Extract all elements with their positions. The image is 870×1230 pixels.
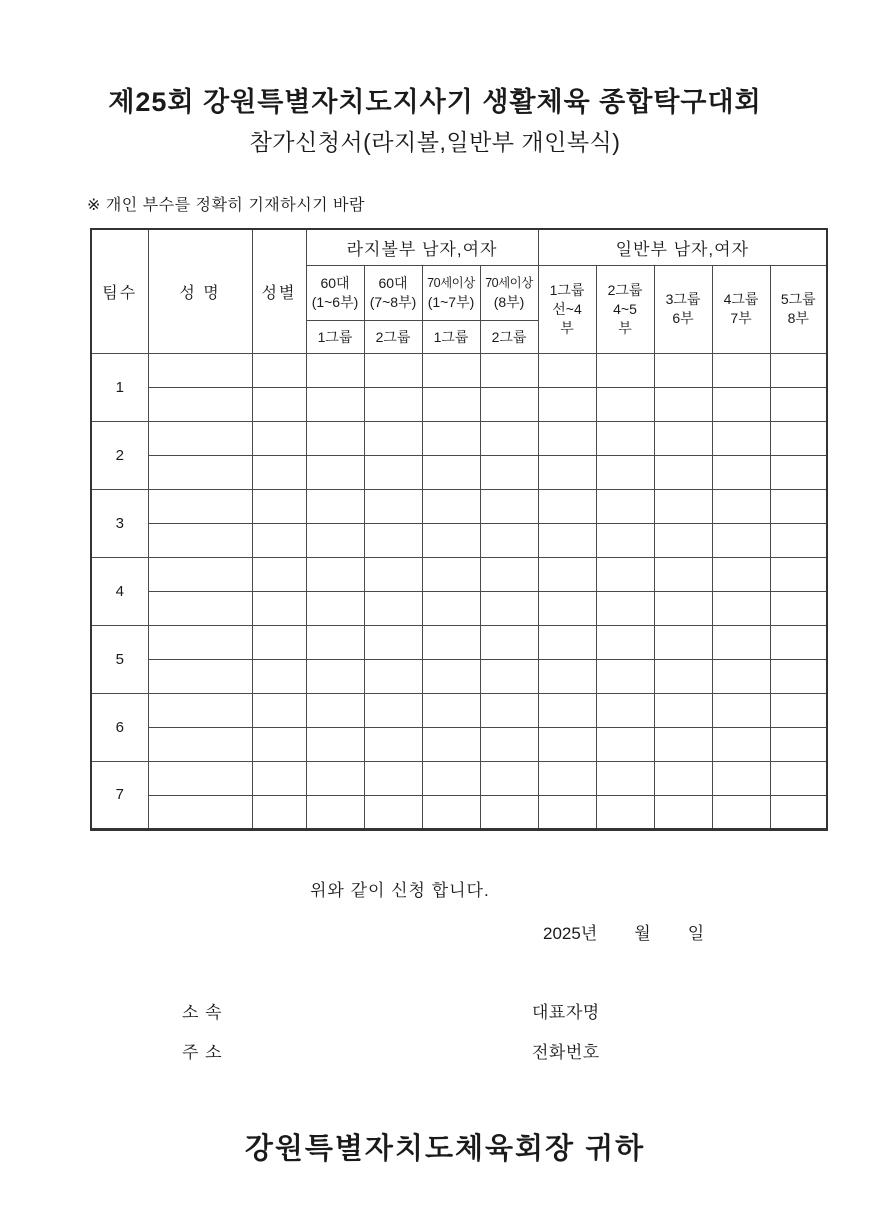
division-entry-cell[interactable]	[596, 557, 654, 591]
col-header-general-group3: 3그룹 6부	[654, 265, 712, 353]
col-header-general-group5: 5그룹 8부	[770, 265, 827, 353]
division-entry-cell[interactable]	[596, 727, 654, 761]
division-entry-cell[interactable]	[306, 421, 364, 455]
division-entry-cell[interactable]	[422, 523, 480, 557]
division-entry-cell[interactable]	[654, 353, 712, 387]
division-entry-cell[interactable]	[770, 421, 827, 455]
division-entry-cell[interactable]	[596, 455, 654, 489]
gender-entry-cell[interactable]	[252, 489, 306, 523]
division-entry-cell[interactable]	[712, 489, 770, 523]
affiliation-label: 소 속	[182, 1003, 223, 1022]
division-entry-cell[interactable]	[364, 795, 422, 829]
division-entry-cell[interactable]	[712, 557, 770, 591]
division-entry-cell[interactable]	[654, 727, 712, 761]
division-entry-cell[interactable]	[422, 557, 480, 591]
recipient-line: 강원특별자치도체육회장 귀하	[244, 1133, 646, 1165]
division-entry-cell[interactable]	[364, 455, 422, 489]
instruction-note: ※ 개인 부수를 정확히 기재하시기 바람	[87, 197, 365, 214]
team-subrow	[91, 455, 827, 489]
col-header-general-group1: 1그룹 선~4 부	[538, 265, 596, 353]
division-entry-cell[interactable]	[422, 625, 480, 659]
division-entry-cell[interactable]	[712, 659, 770, 693]
division-entry-cell[interactable]	[364, 761, 422, 795]
division-entry-cell[interactable]	[480, 523, 538, 557]
team-subrow	[91, 523, 827, 557]
division-entry-cell[interactable]	[596, 625, 654, 659]
name-entry-cell[interactable]	[148, 591, 252, 625]
division-entry-cell[interactable]	[770, 455, 827, 489]
division-entry-cell[interactable]	[654, 489, 712, 523]
division-entry-cell[interactable]	[596, 693, 654, 727]
group-header-general: 일반부 남자,여자	[538, 229, 827, 265]
division-entry-cell[interactable]	[596, 489, 654, 523]
col-header-60s-1-6: 60대 (1~6부)	[306, 265, 364, 320]
division-entry-cell[interactable]	[712, 455, 770, 489]
division-entry-cell[interactable]	[654, 795, 712, 829]
division-entry-cell[interactable]	[422, 727, 480, 761]
team-number-cell: 4	[91, 557, 148, 625]
team-row	[91, 557, 827, 591]
group-label-cell: 1그룹	[306, 320, 364, 353]
division-entry-cell[interactable]	[480, 489, 538, 523]
division-entry-cell[interactable]	[538, 727, 596, 761]
team-subrow	[91, 795, 827, 829]
division-entry-cell[interactable]	[306, 489, 364, 523]
name-entry-cell[interactable]	[148, 353, 252, 387]
col-header-70plus-1-7: 70세이상 (1~7부)	[422, 265, 480, 320]
division-entry-cell[interactable]	[480, 387, 538, 421]
division-entry-cell[interactable]	[364, 489, 422, 523]
division-entry-cell[interactable]	[770, 591, 827, 625]
team-subrow	[91, 727, 827, 761]
division-entry-cell[interactable]	[712, 727, 770, 761]
division-entry-cell[interactable]	[306, 523, 364, 557]
division-entry-cell[interactable]	[654, 421, 712, 455]
division-entry-cell[interactable]	[712, 761, 770, 795]
page-title: 제25회 강원특별자치도지사기 생활체육 종합탁구대회	[108, 87, 762, 117]
team-number-cell: 3	[91, 489, 148, 557]
division-entry-cell[interactable]	[770, 489, 827, 523]
division-entry-cell[interactable]	[596, 761, 654, 795]
division-entry-cell[interactable]	[654, 625, 712, 659]
group-label-cell: 1그룹	[422, 320, 480, 353]
division-entry-cell[interactable]	[538, 455, 596, 489]
team-row	[91, 421, 827, 455]
header-group-row	[91, 229, 827, 265]
division-entry-cell[interactable]	[364, 421, 422, 455]
division-entry-cell[interactable]	[364, 523, 422, 557]
division-entry-cell[interactable]	[596, 387, 654, 421]
division-entry-cell[interactable]	[480, 693, 538, 727]
name-entry-cell[interactable]	[148, 761, 252, 795]
division-entry-cell[interactable]	[480, 727, 538, 761]
group-label-cell: 2그룹	[480, 320, 538, 353]
division-entry-cell[interactable]	[712, 795, 770, 829]
division-entry-cell[interactable]	[306, 591, 364, 625]
division-entry-cell[interactable]	[422, 387, 480, 421]
division-entry-cell[interactable]	[422, 421, 480, 455]
division-entry-cell[interactable]	[306, 455, 364, 489]
division-entry-cell[interactable]	[306, 659, 364, 693]
division-entry-cell[interactable]	[422, 795, 480, 829]
division-entry-cell[interactable]	[770, 353, 827, 387]
group-label-cell: 2그룹	[364, 320, 422, 353]
page-subtitle: 참가신청서(라지볼,일반부 개인복식)	[249, 129, 621, 155]
team-number-cell: 6	[91, 693, 148, 761]
division-entry-cell[interactable]	[712, 625, 770, 659]
gender-entry-cell[interactable]	[252, 761, 306, 795]
division-entry-cell[interactable]	[538, 659, 596, 693]
division-entry-cell[interactable]	[596, 353, 654, 387]
team-number-cell: 1	[91, 353, 148, 421]
group-header-largeball: 라지볼부 남자,여자	[306, 229, 538, 265]
division-entry-cell[interactable]	[596, 591, 654, 625]
name-entry-cell[interactable]	[148, 489, 252, 523]
division-entry-cell[interactable]	[712, 421, 770, 455]
name-entry-cell[interactable]	[148, 387, 252, 421]
name-entry-cell[interactable]	[148, 659, 252, 693]
division-entry-cell[interactable]	[306, 761, 364, 795]
division-entry-cell[interactable]	[364, 557, 422, 591]
date-year: 2025년	[543, 924, 598, 943]
name-entry-cell[interactable]	[148, 455, 252, 489]
col-header-60s-7-8: 60대 (7~8부)	[364, 265, 422, 320]
name-entry-cell[interactable]	[148, 727, 252, 761]
division-entry-cell[interactable]	[480, 421, 538, 455]
gender-entry-cell[interactable]	[252, 421, 306, 455]
division-entry-cell[interactable]	[480, 455, 538, 489]
division-entry-cell[interactable]	[364, 387, 422, 421]
division-entry-cell[interactable]	[538, 591, 596, 625]
name-entry-cell[interactable]	[148, 795, 252, 829]
division-entry-cell[interactable]	[538, 625, 596, 659]
division-entry-cell[interactable]	[306, 693, 364, 727]
division-entry-cell[interactable]	[422, 761, 480, 795]
division-entry-cell[interactable]	[422, 693, 480, 727]
team-row	[91, 761, 827, 795]
gender-entry-cell[interactable]	[252, 693, 306, 727]
division-entry-cell[interactable]	[364, 591, 422, 625]
division-entry-cell[interactable]	[770, 659, 827, 693]
division-entry-cell[interactable]	[306, 557, 364, 591]
division-entry-cell[interactable]	[538, 387, 596, 421]
division-entry-cell[interactable]	[364, 353, 422, 387]
division-entry-cell[interactable]	[654, 591, 712, 625]
team-subrow	[91, 387, 827, 421]
division-entry-cell[interactable]	[712, 523, 770, 557]
gender-entry-cell[interactable]	[252, 353, 306, 387]
application-table	[90, 228, 828, 831]
team-number-cell: 5	[91, 625, 148, 693]
team-subrow	[91, 591, 827, 625]
division-entry-cell[interactable]	[480, 353, 538, 387]
division-entry-cell[interactable]	[596, 421, 654, 455]
application-table-body	[91, 353, 827, 829]
division-entry-cell[interactable]	[538, 795, 596, 829]
division-entry-cell[interactable]	[480, 795, 538, 829]
date-line	[543, 919, 704, 944]
division-entry-cell[interactable]	[712, 353, 770, 387]
col-header-general-group4: 4그룹 7부	[712, 265, 770, 353]
division-entry-cell[interactable]	[364, 625, 422, 659]
division-entry-cell[interactable]	[364, 659, 422, 693]
representative-name-label: 대표자명	[532, 1003, 600, 1022]
gender-entry-cell[interactable]	[252, 795, 306, 829]
closing-statement: 위와 같이 신청 합니다.	[310, 881, 490, 900]
gender-entry-cell[interactable]	[252, 557, 306, 591]
date-month: 월	[634, 924, 651, 943]
division-entry-cell[interactable]	[538, 557, 596, 591]
division-entry-cell[interactable]	[654, 455, 712, 489]
gender-entry-cell[interactable]	[252, 387, 306, 421]
division-entry-cell[interactable]	[480, 659, 538, 693]
division-entry-cell[interactable]	[422, 353, 480, 387]
division-entry-cell[interactable]	[712, 387, 770, 421]
division-entry-cell[interactable]	[770, 727, 827, 761]
division-entry-cell[interactable]	[654, 523, 712, 557]
division-entry-cell[interactable]	[654, 387, 712, 421]
division-entry-cell[interactable]	[306, 727, 364, 761]
division-entry-cell[interactable]	[364, 693, 422, 727]
division-entry-cell[interactable]	[654, 659, 712, 693]
team-row	[91, 489, 827, 523]
team-number-cell: 2	[91, 421, 148, 489]
division-entry-cell[interactable]	[422, 591, 480, 625]
division-entry-cell[interactable]	[422, 455, 480, 489]
name-entry-cell[interactable]	[148, 693, 252, 727]
division-entry-cell[interactable]	[422, 659, 480, 693]
gender-entry-cell[interactable]	[252, 659, 306, 693]
division-entry-cell[interactable]	[712, 591, 770, 625]
division-entry-cell[interactable]	[480, 557, 538, 591]
col-header-team: 팀수	[91, 229, 148, 353]
phone-number-label: 전화번호	[532, 1043, 600, 1062]
gender-entry-cell[interactable]	[252, 455, 306, 489]
division-entry-cell[interactable]	[596, 795, 654, 829]
division-entry-cell[interactable]	[306, 795, 364, 829]
division-entry-cell[interactable]	[480, 625, 538, 659]
team-number-cell: 7	[91, 761, 148, 829]
division-entry-cell[interactable]	[770, 387, 827, 421]
division-entry-cell[interactable]	[654, 693, 712, 727]
date-day: 일	[687, 924, 705, 943]
division-entry-cell[interactable]	[770, 625, 827, 659]
division-entry-cell[interactable]	[770, 557, 827, 591]
gender-entry-cell[interactable]	[252, 523, 306, 557]
team-subrow	[91, 659, 827, 693]
name-entry-cell[interactable]	[148, 421, 252, 455]
division-entry-cell[interactable]	[770, 693, 827, 727]
division-entry-cell[interactable]	[770, 795, 827, 829]
division-entry-cell[interactable]	[596, 523, 654, 557]
name-entry-cell[interactable]	[148, 557, 252, 591]
division-entry-cell[interactable]	[480, 591, 538, 625]
team-row	[91, 353, 827, 387]
team-row	[91, 625, 827, 659]
division-entry-cell[interactable]	[306, 625, 364, 659]
name-entry-cell[interactable]	[148, 523, 252, 557]
table-header	[91, 229, 827, 353]
division-entry-cell[interactable]	[480, 761, 538, 795]
division-entry-cell[interactable]	[538, 523, 596, 557]
col-header-70plus-8: 70세이상 (8부)	[480, 265, 538, 320]
division-entry-cell[interactable]	[364, 727, 422, 761]
division-entry-cell[interactable]	[538, 761, 596, 795]
division-entry-cell[interactable]	[306, 353, 364, 387]
division-entry-cell[interactable]	[770, 761, 827, 795]
division-entry-cell[interactable]	[538, 693, 596, 727]
division-entry-cell[interactable]	[538, 489, 596, 523]
gender-entry-cell[interactable]	[252, 591, 306, 625]
division-entry-cell[interactable]	[538, 353, 596, 387]
division-entry-cell[interactable]	[306, 387, 364, 421]
team-row	[91, 693, 827, 727]
address-label: 주 소	[182, 1043, 223, 1062]
division-entry-cell[interactable]	[596, 659, 654, 693]
gender-entry-cell[interactable]	[252, 625, 306, 659]
col-header-name: 성 명	[148, 229, 252, 353]
division-entry-cell[interactable]	[770, 523, 827, 557]
name-entry-cell[interactable]	[148, 625, 252, 659]
col-header-general-group2: 2그룹 4~5 부	[596, 265, 654, 353]
gender-entry-cell[interactable]	[252, 727, 306, 761]
division-entry-cell[interactable]	[654, 557, 712, 591]
division-entry-cell[interactable]	[712, 693, 770, 727]
division-entry-cell[interactable]	[538, 421, 596, 455]
col-header-gender: 성별	[252, 229, 306, 353]
division-entry-cell[interactable]	[654, 761, 712, 795]
division-entry-cell[interactable]	[422, 489, 480, 523]
